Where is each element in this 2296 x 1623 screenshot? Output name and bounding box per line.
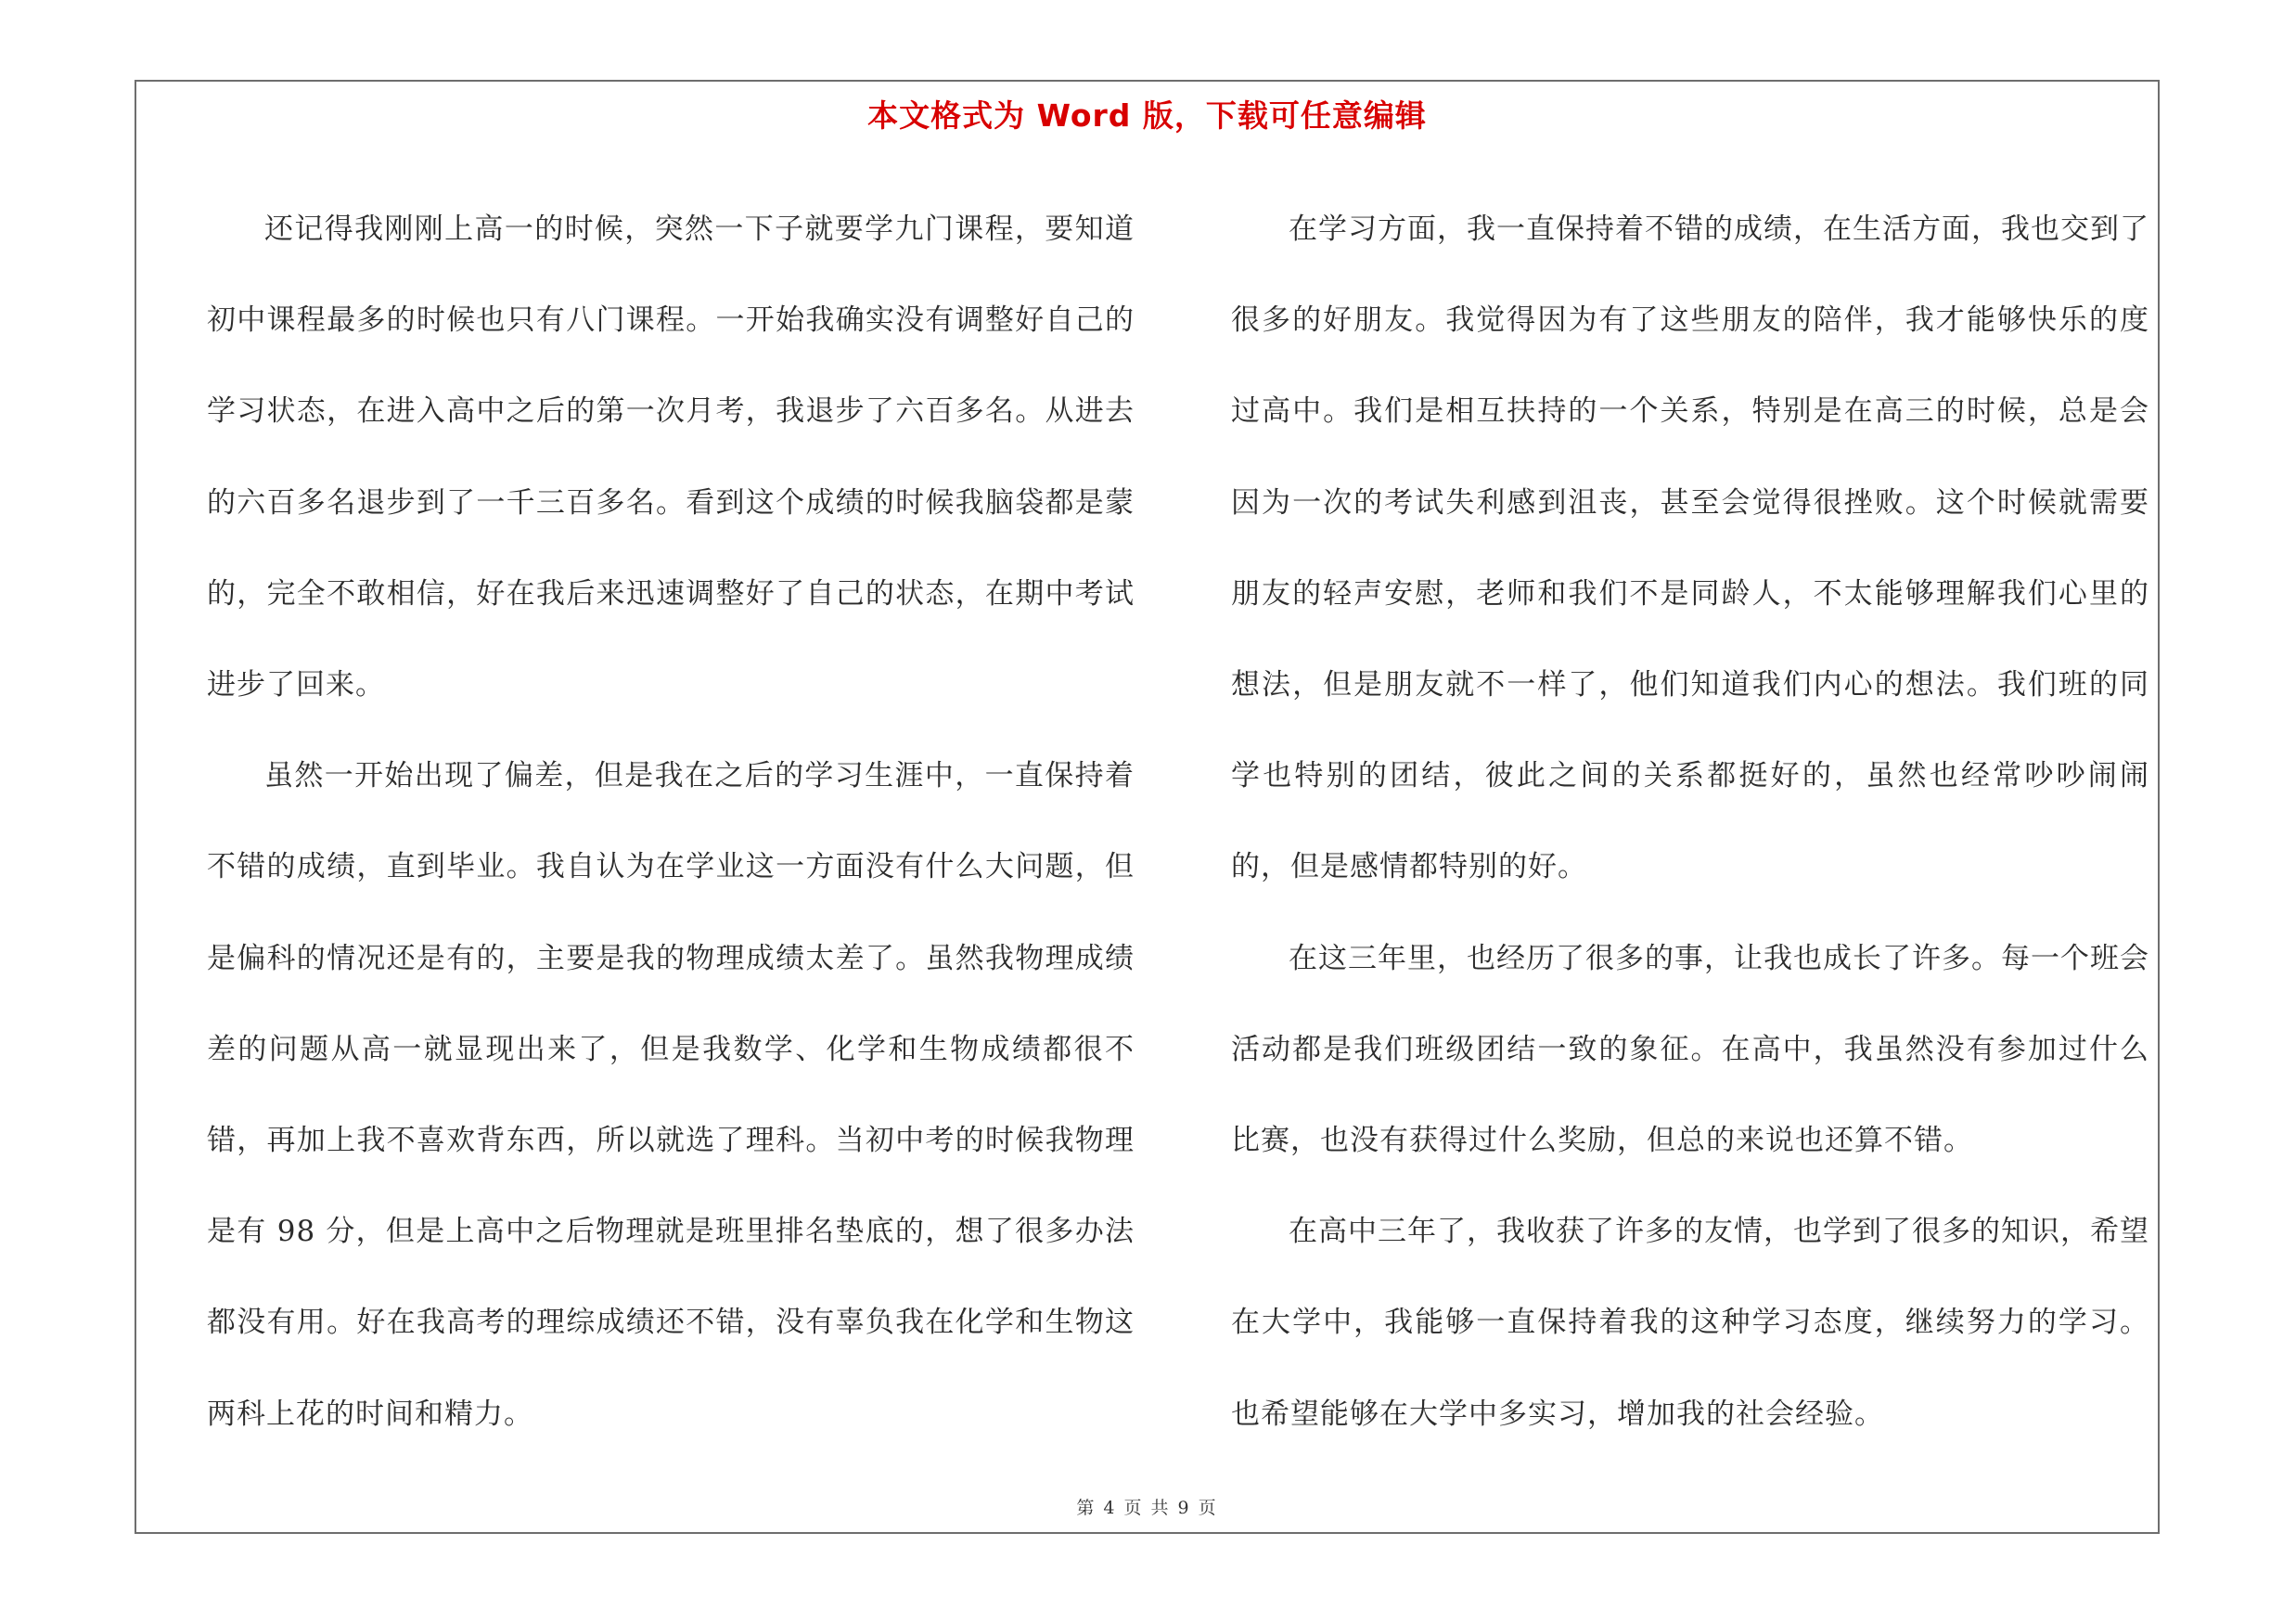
paragraph: 在高中三年了，我收获了许多的友情，也学到了很多的知识，希望在大学中，我能够一直保持着我的这种学习态度，继续努力的学习。也希望能够在大学中多实习，增加我的社会经验。 [1231, 1215, 2149, 1431]
left-column [207, 184, 1135, 1460]
page-number: 第 4 页 共 9 页 [1076, 1498, 1218, 1518]
right-column [1231, 184, 2149, 1460]
header-banner: 本文格式为 Word 版，下载可任意编辑 [867, 97, 1427, 134]
paragraph: 在这三年里，也经历了很多的事，让我也成长了许多。每一个班会活动都是我们班级团结一致的象征。在高中，我虽然没有参加过什么比赛，也没有获得过什么奖励，但总的来说也还算不错。 [1231, 941, 2149, 1158]
paragraph: 在学习方面，我一直保持着不错的成绩，在生活方面，我也交到了很多的好朋友。我觉得因为有了这些朋友的陪伴，我才能够快乐的度过高中。我们是相互扶持的一个关系，特别是在高三的时候，总是会因为一次的考试失利感到沮丧，甚至会觉得很挫败。这个时候就需要朋友的轻声安慰，老师和我们不是同龄人，不太能够理解我们心里的想法，但是朋友就不一样了，他们知道我们内心的想法。我们班的同学也特别的团结，彼此之间的关系都挺好的，虽然也经常吵吵闹闹的，但是感情都特别的好。 [1231, 213, 2149, 884]
page-frame [135, 80, 2160, 1534]
paragraph: 虽然一开始出现了偏差，但是我在之后的学习生涯中，一直保持着不错的成绩，直到毕业。我自认为在学业这一方面没有什么大问题，但是偏科的情况还是有的，主要是我的物理成绩太差了。虽然我物理成绩差的问题从高一就显现出来了，但是我数学、化学和生物成绩都很不错，再加上我不喜欢背东西，所以就选了理科。当初中考的时候我物理是有 98 分，但是上高中之后物理就是班里排名垫底的，想了很多办法都没有用。好在我高考的理综成绩还不错，没有辜负我在化学和生物这两科上花的时间和精力。 [207, 759, 1135, 1431]
paragraph: 还记得我刚刚上高一的时候，突然一下子就要学九门课程，要知道初中课程最多的时候也只有八门课程。一开始我确实没有调整好自己的学习状态，在进入高中之后的第一次月考，我退步了六百多名。从进去的六百多名退步到了一千三百多名。看到这个成绩的时候我脑袋都是蒙的，完全不敢相信，好在我后来迅速调整好了自己的状态，在期中考试进步了回来。 [207, 213, 1135, 702]
